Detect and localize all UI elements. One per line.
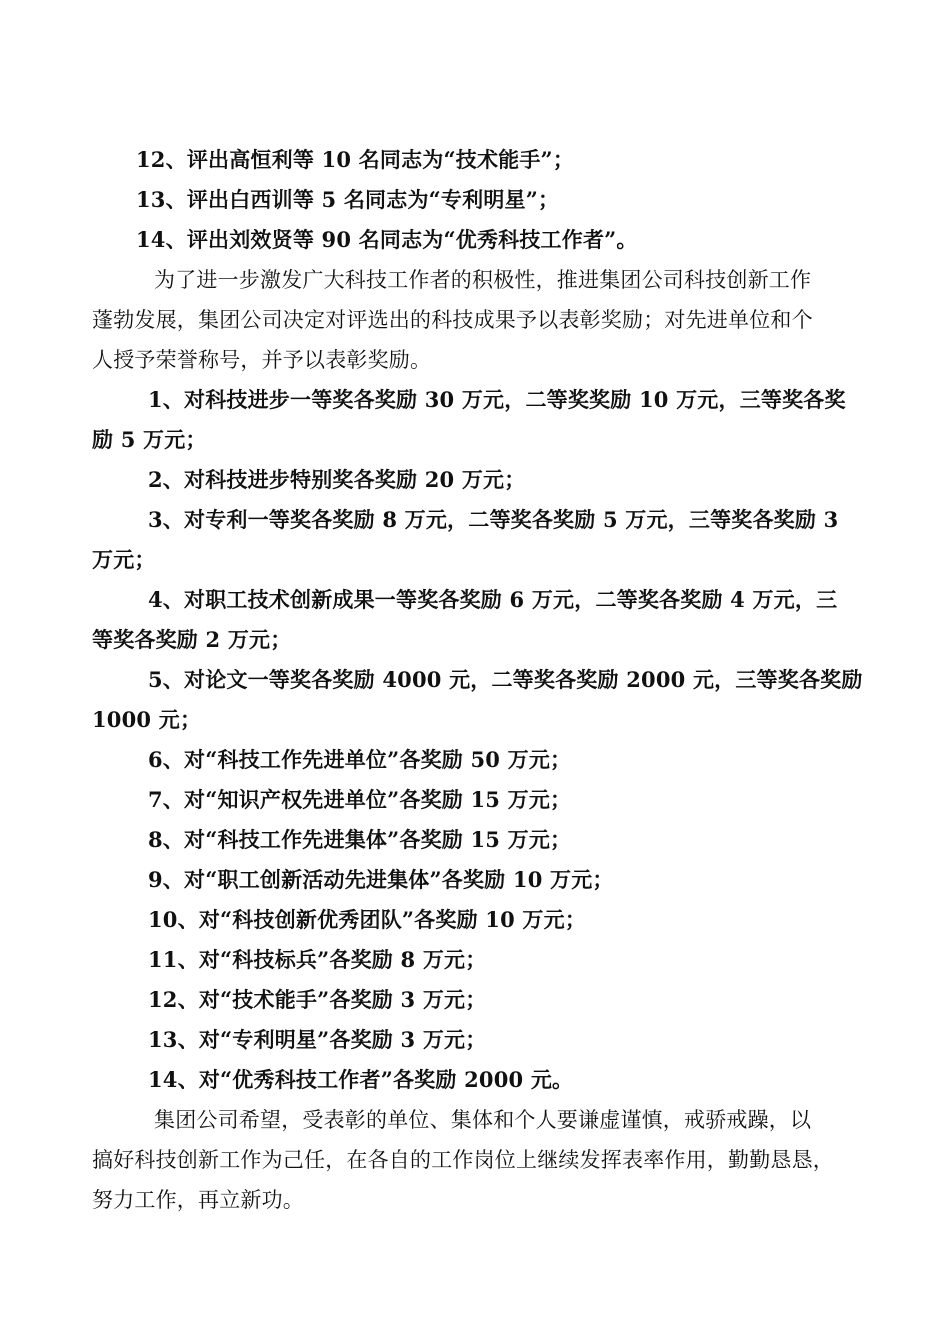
intro-paragraph-line-1: 为了进一步激发广大科技工作者的积极性，推进集团公司科技创新工作 xyxy=(154,268,812,292)
closing-paragraph-line-1: 集团公司希望，受表彰的单位、集体和个人要谦虚谨慎，戒骄戒躁，以 xyxy=(154,1108,812,1132)
award-item-6: 6、对“科技工作先进单位”各奖励 50 万元； xyxy=(148,747,572,772)
award-item-9: 9、对“职工创新活动先进集体”各奖励 10 万元； xyxy=(148,867,614,892)
award-item-4-line-2: 等奖各奖励 2 万元； xyxy=(92,627,292,652)
award-item-10: 10、对“科技创新优秀团队”各奖励 10 万元； xyxy=(148,907,587,932)
document-page xyxy=(92,140,863,1220)
award-item-8: 8、对“科技工作先进集体”各奖励 15 万元； xyxy=(148,827,572,852)
award-item-2: 2、对科技进步特别奖各奖励 20 万元； xyxy=(148,467,526,492)
closing-paragraph-line-2: 搞好科技创新工作为己任，在各自的工作岗位上继续发挥表率作用，勤勤恳恳， xyxy=(92,1148,834,1172)
intro-paragraph-line-3: 人授予荣誉称号，并予以表彰奖励。 xyxy=(92,348,432,372)
award-item-11: 11、对“科技标兵”各奖励 8 万元； xyxy=(148,947,487,972)
award-item-13: 13、对“专利明星”各奖励 3 万元； xyxy=(148,1027,487,1052)
award-item-1-line-1: 1、对科技进步一等奖各奖励 30 万元，二等奖奖励 10 万元，三等奖各奖 xyxy=(148,387,846,412)
honor-item-14: 14、评出刘效贤等 90 名同志为“优秀科技工作者”。 xyxy=(136,227,638,252)
award-item-14: 14、对“优秀科技工作者”各奖励 2000 元。 xyxy=(148,1067,574,1092)
award-item-3-line-2: 万元； xyxy=(92,547,156,572)
award-item-5-line-1: 5、对论文一等奖各奖励 4000 元，二等奖各奖励 2000 元，三等奖各奖励 xyxy=(148,667,863,692)
award-item-12: 12、对“技术能手”各奖励 3 万元； xyxy=(148,987,487,1012)
award-item-5-line-2: 1000 元； xyxy=(92,707,202,732)
award-item-3-line-1: 3、对专利一等奖各奖励 8 万元，二等奖各奖励 5 万元，三等奖各奖励 3 xyxy=(148,507,839,532)
intro-paragraph-line-2: 蓬勃发展，集团公司决定对评选出的科技成果予以表彰奖励；对先进单位和个 xyxy=(92,308,813,332)
award-item-4-line-1: 4、对职工技术创新成果一等奖各奖励 6 万元，二等奖各奖励 4 万元，三 xyxy=(148,587,838,612)
award-item-7: 7、对“知识产权先进单位”各奖励 15 万元； xyxy=(148,787,572,812)
honor-item-12: 12、评出高恒利等 10 名同志为“技术能手”； xyxy=(136,147,575,172)
closing-paragraph-line-3: 努力工作，再立新功。 xyxy=(92,1188,304,1212)
award-item-1-line-2: 励 5 万元； xyxy=(92,427,207,452)
honor-item-13: 13、评出白西训等 5 名同志为“专利明星”； xyxy=(136,187,560,212)
